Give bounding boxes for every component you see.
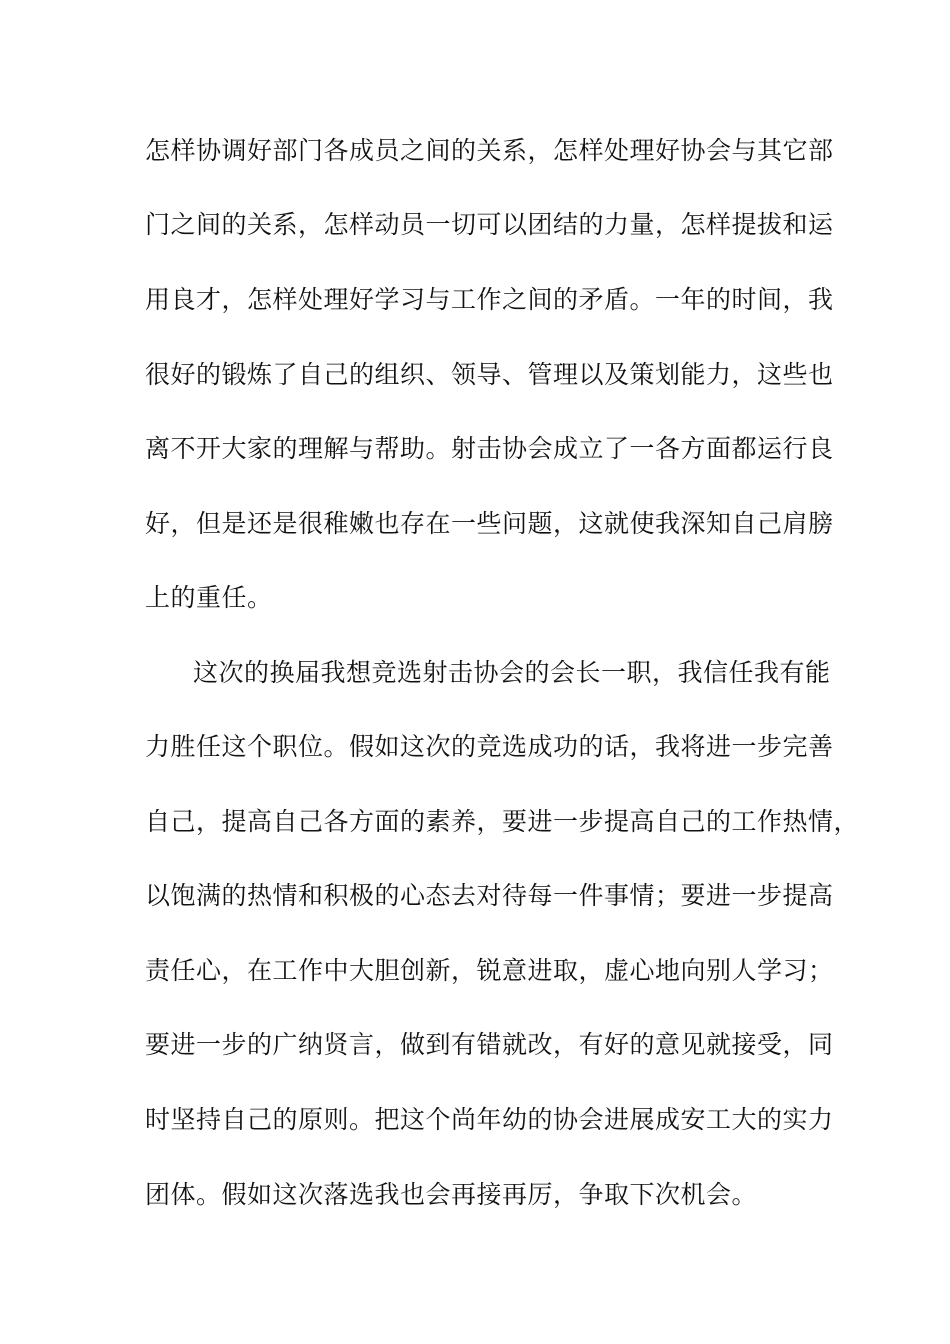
text-line: 门之间的关系，怎样动员一切可以团结的力量，怎样提拔和运 bbox=[145, 210, 834, 239]
text-line: 团体。假如这次落选我也会再接再厉，争取下次机会。 bbox=[145, 1180, 758, 1209]
text-line: 好，但是还是很稚嫩也存在一些问题，这就使我深知自己肩膀 bbox=[145, 509, 834, 538]
text-line: 离不开大家的理解与帮助。射击协会成立了一各方面都运行良 bbox=[145, 434, 834, 463]
text-line: 自己，提高自己各方面的素养，要进一步提高自己的工作热情， bbox=[145, 807, 860, 836]
text-line: 以饱满的热情和积极的心态去对待每一件事情；要进一步提高 bbox=[145, 881, 834, 910]
text-line: 很好的锻炼了自己的组织、领导、管理以及策划能力，这些也 bbox=[145, 360, 834, 389]
text-line: 要进一步的广纳贤言，做到有错就改，有好的意见就接受，同 bbox=[145, 1030, 834, 1059]
text-line: 责任心，在工作中大胆创新，锐意进取，虚心地向别人学习； bbox=[145, 956, 834, 985]
text-line: 用良才，怎样处理好学习与工作之间的矛盾。一年的时间，我 bbox=[145, 285, 834, 314]
text-line: 时坚持自己的原则。把这个尚年幼的协会进展成安工大的实力 bbox=[145, 1105, 834, 1134]
text-line: 力胜任这个职位。假如这次的竞选成功的话，我将进一步完善 bbox=[145, 732, 834, 761]
text-line: 上的重任。 bbox=[145, 583, 273, 612]
text-line: 这次的换届我想竞选射击协会的会长一职，我信任我有能 bbox=[193, 658, 831, 687]
text-line: 怎样协调好部门各成员之间的关系，怎样处理好协会与其它部 bbox=[145, 136, 834, 165]
